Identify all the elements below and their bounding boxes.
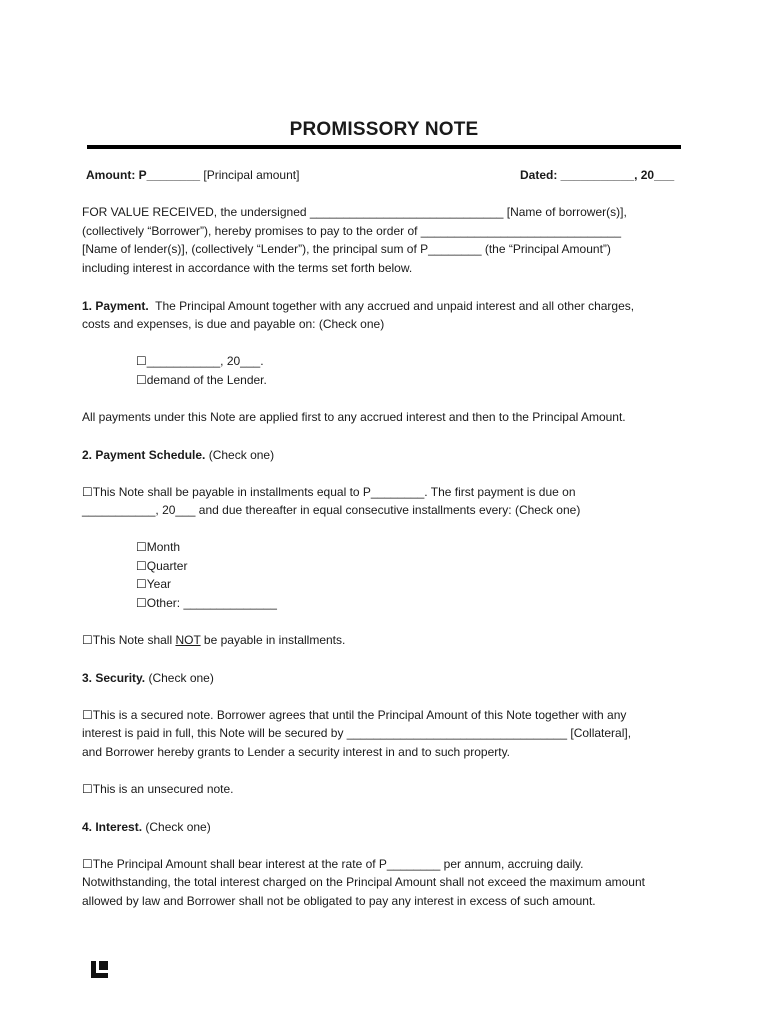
interest-rate-option[interactable]: ☐The Principal Amount shall bear interest at the rate of P________ per annum, accruing daily. <box>82 857 584 871</box>
freq-option-quarter[interactable]: ☐Quarter <box>136 559 188 573</box>
interest-heading-suffix: (Check one) <box>142 820 211 834</box>
interest-text: allowed by law and Borrower shall not be obligated to pay any interest in excess of such amount. <box>82 894 596 908</box>
no-installments-option[interactable] <box>82 631 345 649</box>
payment-text: The Principal Amount together with any accrued and unpaid interest and all other charges, <box>148 299 635 313</box>
dated-label: Dated: ___________, 20___ <box>520 168 675 182</box>
schedule-installments-option[interactable]: ☐This Note shall be payable in installments equal to P________. The first payment is due on <box>82 485 576 499</box>
security-heading-suffix: (Check one) <box>145 671 214 685</box>
intro-line: [Name of lender(s)], (collectively “Lender”), the principal sum of P________ (the “Principal Amount”) <box>82 242 611 256</box>
security-heading-row <box>82 669 214 687</box>
amount-hint: [Principal amount] <box>200 168 300 182</box>
interest-heading: 4. Interest. <box>82 820 143 834</box>
payment-heading: 1. Payment. <box>82 299 149 313</box>
payment-note: All payments under this Note are applied first to any accrued interest and then to the Principal Amount. <box>82 410 626 424</box>
intro-line: FOR VALUE RECEIVED, the undersigned _____________________________ [Name of borrower(s)], <box>82 205 627 219</box>
amount-row <box>86 166 299 184</box>
no-install-post: be payable in installments. <box>200 633 346 647</box>
payment-option-demand[interactable]: ☐demand of the Lender. <box>136 373 267 387</box>
security-heading: 3. Security. <box>82 671 146 685</box>
amount-label: Amount: P________ <box>86 168 201 182</box>
payment-text-2: costs and expenses, is due and payable on: (Check one) <box>82 317 385 331</box>
payment-paragraph <box>82 297 634 315</box>
secured-note-text: and Borrower hereby grants to Lender a security interest in and to such property. <box>82 745 511 759</box>
unsecured-note-option[interactable]: ☐This is an unsecured note. <box>82 782 234 796</box>
intro-line: (collectively “Borrower”), hereby promises to pay to the order of ______________________________ <box>82 224 622 238</box>
freq-option-year[interactable]: ☐Year <box>136 577 172 591</box>
secured-note-option[interactable]: ☐This is a secured note. Borrower agrees that until the Principal Amount of this Note together with any <box>82 708 627 722</box>
title-rule <box>87 145 681 149</box>
schedule-heading-suffix: (Check one) <box>205 448 275 462</box>
secured-note-text: interest is paid in full, this Note will be secured by _________________________________ [Collateral], <box>82 726 632 740</box>
interest-text: Notwithstanding, the total interest charged on the Principal Amount shall not exceed the maximum amount <box>82 875 645 889</box>
intro-line: including interest in accordance with the terms set forth below. <box>82 261 413 275</box>
no-install-not: NOT <box>175 633 201 647</box>
payment-option-date[interactable]: ☐___________, 20___. <box>136 354 264 368</box>
schedule-heading: 2. Payment Schedule. <box>82 448 206 462</box>
legal-templates-logo-icon <box>91 961 108 978</box>
interest-heading-row <box>82 818 211 836</box>
page-title: PROMISSORY NOTE <box>289 119 479 140</box>
freq-option-other[interactable]: ☐Other: ______________ <box>136 596 277 610</box>
no-install-pre: ☐This Note shall <box>82 633 176 647</box>
schedule-heading-row <box>82 446 274 464</box>
schedule-installments-text: ___________, 20___ and due thereafter in equal consecutive installments every: (Check one) <box>82 503 581 517</box>
freq-option-month[interactable]: ☐Month <box>136 540 181 554</box>
